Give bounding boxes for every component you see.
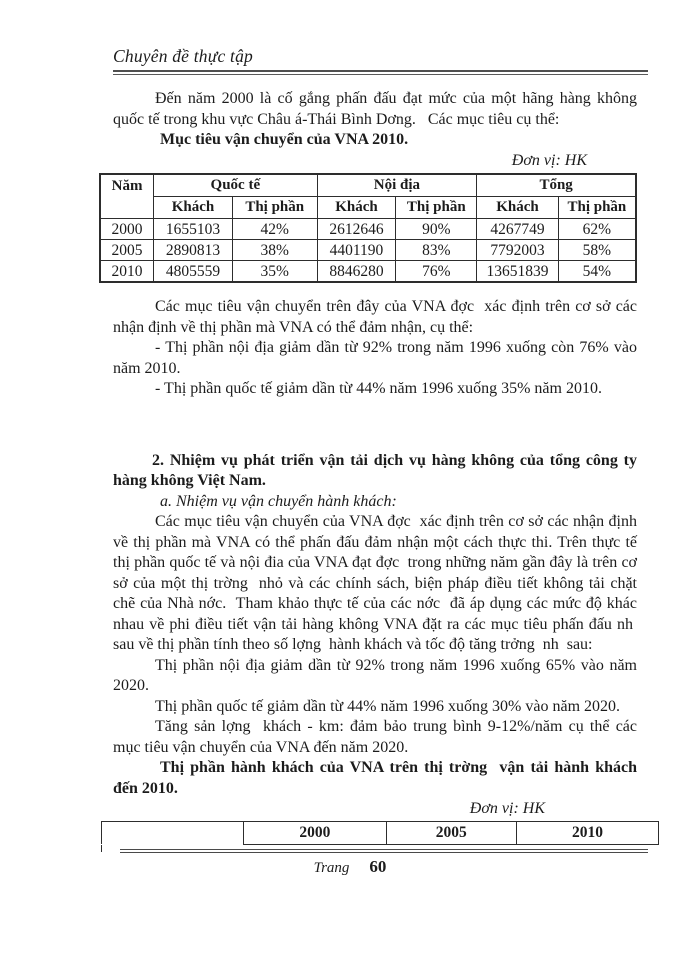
unit-label-bottom: Đơn vị: HK: [469, 800, 545, 817]
unit-label-top: Đơn vị: HK: [511, 151, 587, 169]
bullet-domestic-share: - Thị phần nội địa giảm dần từ 92% trong năm 1996 xuống còn 76% vào năm 2010.: [113, 339, 637, 377]
cell-dom-share: 90%: [396, 219, 477, 240]
bottom-header-2005: 2005: [386, 821, 516, 844]
cell-total-passengers: 7792003: [477, 240, 558, 261]
cell-total-share: 58%: [558, 240, 636, 261]
header-rule: [113, 70, 648, 75]
cell-total-share: 62%: [558, 219, 636, 240]
header-title: Chuyên đề thực tập: [113, 46, 253, 66]
table-cut-left-border: [101, 845, 102, 852]
cell-year: 2000: [100, 219, 154, 240]
document-body: [113, 89, 637, 845]
table-sub-header-row: [100, 197, 636, 219]
footer-rule: [120, 849, 648, 854]
footer-page-number: 60: [369, 857, 387, 876]
target-international-2020: Thị phần quốc tế giảm dần từ 44% năm 1996 xuống 30% vào năm 2020.: [155, 697, 621, 715]
bullet-international-share: - Thị phần quốc tế giảm dần từ 44% năm 1996 xuống 35% năm 2010.: [155, 380, 602, 397]
target-domestic-2020: Thị phần nội địa giảm dần từ 92% trong năm 1996 xuống 65% vào năm 2020.: [113, 656, 637, 694]
cell-dom-share: 76%: [396, 261, 477, 283]
bottom-table: [101, 821, 659, 845]
table-row: [100, 261, 636, 283]
col-header-total-passengers: Khách: [477, 197, 558, 219]
table-row: [100, 240, 636, 261]
bottom-table-stub-cell: [102, 821, 244, 844]
bottom-header-2010: 2010: [516, 821, 658, 844]
cell-total-passengers: 13651839: [477, 261, 558, 283]
bottom-table-wrap: [101, 821, 659, 845]
bottom-table-header-row: [102, 821, 659, 844]
col-header-intl-share: Thị phần: [232, 197, 317, 219]
section-2-heading: 2. Nhiệm vụ phát triển vận tải dịch vụ hàng không của tổng công ty hàng không Việt Nam.: [113, 451, 637, 489]
table-group-header-row: [100, 174, 636, 197]
subsection-a-heading: a. Nhiệm vụ vận chuyển hành khách:: [160, 492, 397, 510]
closing-bold-statement: Thị phần hành khách của VNA trên thị trờng vận tải hành khách đến 2010.: [113, 759, 637, 797]
cell-year: 2005: [100, 240, 154, 261]
cell-total-share: 54%: [558, 261, 636, 283]
cell-intl-passengers: 2890813: [154, 240, 233, 261]
cell-dom-passengers: 2612646: [317, 219, 396, 240]
target-growth-rate: Tăng sản lợng khách - km: đảm bảo trung bình 9-12%/năm cụ thể các mục tiêu vận chuyển của VNA đến năm 2020.: [113, 718, 637, 756]
cell-intl-passengers: 1655103: [154, 219, 233, 240]
col-group-total: Tổng: [477, 174, 636, 197]
col-header-dom-share: Thị phần: [396, 197, 477, 219]
section-body-paragraph: Các mục tiêu vận chuyển của VNA đợc xác định trên cơ sở các nhận định về thị phần mà VNA có thể phấn đấu đảm nhận một cách thực thi. Trên thực tế thị phần quốc tế và nội đia của VNA đạt đợc trong những năm gần đây là trên cơ sở của một thị trờng nhỏ và các chính sách, biện pháp điều tiết không tải chặt chẽ của Nhà nớc. Tham khảo thực tế của các nớc đã áp dụng các mức độ khác nhau về phi điều tiết vận tải hàng không VNA đặt ra các mục tiêu phấn đấu nh sau về thị phần tính theo số lợng hành khách và tốc độ tăng trởng nh sau:: [113, 513, 637, 653]
col-group-international: Quốc tế: [154, 174, 317, 197]
cell-dom-passengers: 8846280: [317, 261, 396, 283]
col-group-domestic: Nội địa: [317, 174, 477, 197]
cell-dom-passengers: 4401190: [317, 240, 396, 261]
intro-paragraph: Đến năm 2000 là cố gắng phấn đấu đạt mức của một hãng hàng không quốc tế trong khu vực Châu á-Thái Bình Dơng. Các mục tiêu cụ thể:: [113, 90, 637, 128]
cell-dom-share: 83%: [396, 240, 477, 261]
cell-intl-passengers: 4805559: [154, 261, 233, 283]
col-header-year: Năm: [100, 174, 154, 219]
cell-year: 2010: [100, 261, 154, 283]
main-table-title: Mục tiêu vận chuyển của VNA 2010.: [160, 131, 409, 148]
footer-label: Trang: [313, 860, 350, 876]
col-header-dom-passengers: Khách: [317, 197, 396, 219]
after-table-paragraph: Các mục tiêu vận chuyển trên đây của VNA đợc xác định trên cơ sở các nhận định về thị phần mà VNA có thể đảm nhận, cụ thể:: [113, 298, 637, 336]
cell-intl-share: 42%: [232, 219, 317, 240]
table-row: [100, 219, 636, 240]
cell-total-passengers: 4267749: [477, 219, 558, 240]
col-header-intl-passengers: Khách: [154, 197, 233, 219]
page-footer: [0, 857, 700, 877]
cell-intl-share: 38%: [232, 240, 317, 261]
targets-table: [99, 173, 637, 283]
cell-intl-share: 35%: [232, 261, 317, 283]
bottom-header-2000: 2000: [244, 821, 387, 844]
page-header: [113, 46, 648, 75]
col-header-total-share: Thị phần: [558, 197, 636, 219]
